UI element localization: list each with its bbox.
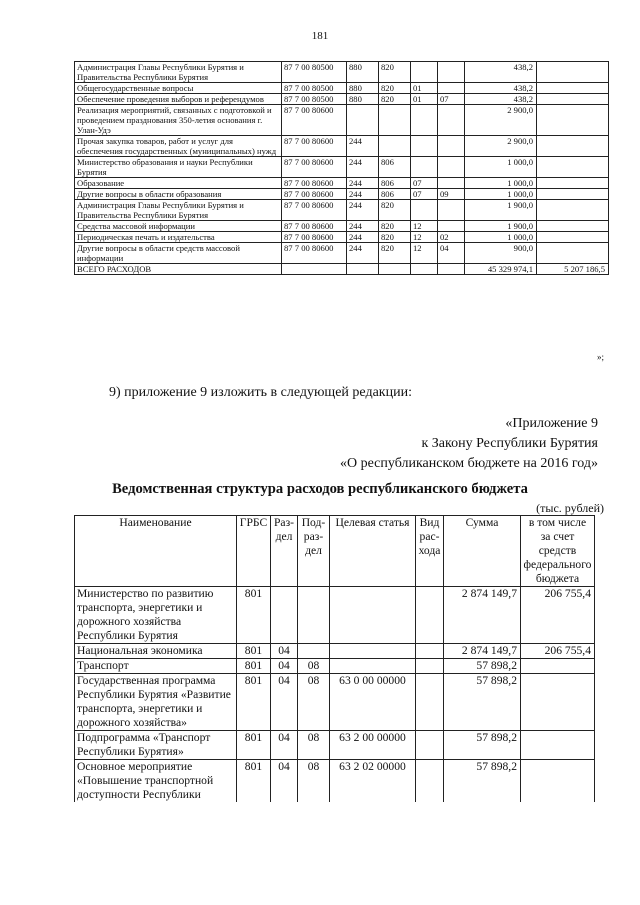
cell-grbs: 244 [347, 232, 379, 243]
cell-name: Министерство образования и науки Республики Бурятия [75, 157, 282, 178]
cell-sum: 57 898,2 [444, 731, 521, 760]
cell-vid [416, 659, 444, 674]
cell-fed [521, 674, 595, 731]
cell-razdel: 07 [411, 189, 438, 200]
cell-vid: 806 [379, 189, 411, 200]
cell-grbs: 801 [237, 731, 271, 760]
cell-name: Реализация мероприятий, связанных с подготовкой и проведением празднования 350-летия основания г. Улан-Удэ [75, 105, 282, 136]
cell-name: Транспорт [75, 659, 237, 674]
cell-razdel: 04 [271, 731, 298, 760]
departmental-structure-table [74, 515, 595, 802]
cell-razdel [411, 157, 438, 178]
cell-fed [521, 659, 595, 674]
cell-sum: 438,2 [465, 83, 537, 94]
cell-sum: 57 898,2 [444, 674, 521, 731]
cell-fed [537, 232, 609, 243]
cell-target: 63 0 00 00000 [330, 674, 416, 731]
table-row [75, 232, 609, 243]
table-row [75, 83, 609, 94]
table-row [75, 243, 609, 264]
cell-sum: 900,0 [465, 243, 537, 264]
cell-podrazdel: 04 [438, 243, 465, 264]
cell-name: Основное мероприятие «Повышение транспортной доступности Республики [75, 760, 237, 803]
cell-vid [416, 731, 444, 760]
cell-target: 87 7 00 80500 [282, 62, 347, 83]
cell-name: Другие вопросы в области образования [75, 189, 282, 200]
cell-sum: 1 000,0 [465, 157, 537, 178]
cell-podrazdel [298, 644, 330, 659]
cell-podrazdel: 09 [438, 189, 465, 200]
cell-target [282, 264, 347, 275]
cell-sum: 2 900,0 [465, 105, 537, 136]
amendment-instruction: 9) приложение 9 изложить в следующей редакции: [109, 385, 412, 400]
cell-vid: 806 [379, 178, 411, 189]
cell-vid: 820 [379, 243, 411, 264]
header-razdel: Раз-дел [271, 516, 298, 587]
cell-grbs: 244 [347, 243, 379, 264]
table-row [75, 62, 609, 83]
cell-vid [416, 674, 444, 731]
cell-name: Другие вопросы в области средств массовой информации [75, 243, 282, 264]
cell-target: 87 7 00 80600 [282, 157, 347, 178]
cell-podrazdel [438, 200, 465, 221]
cell-grbs: 244 [347, 178, 379, 189]
units-label: (тыс. рублей) [536, 501, 604, 515]
cell-fed [521, 731, 595, 760]
cell-target: 87 7 00 80600 [282, 200, 347, 221]
cell-vid [379, 105, 411, 136]
cell-razdel: 12 [411, 232, 438, 243]
cell-vid: 820 [379, 94, 411, 105]
cell-name: Министерство по развитию транспорта, энергетики и дорожного хозяйства Республики Бурятия [75, 587, 237, 644]
page-number: 181 [311, 30, 329, 42]
cell-sum: 45 329 974,1 [465, 264, 537, 275]
cell-target [330, 659, 416, 674]
cell-razdel: 12 [411, 243, 438, 264]
cell-razdel: 12 [411, 221, 438, 232]
cell-fed: 206 755,4 [521, 587, 595, 644]
cell-vid: 820 [379, 221, 411, 232]
cell-vid: 820 [379, 232, 411, 243]
cell-target: 87 7 00 80500 [282, 83, 347, 94]
table-row [75, 200, 609, 221]
cell-name: Прочая закупка товаров, работ и услуг для обеспечения государственных (муниципальных) нужд [75, 136, 282, 157]
cell-sum: 2 874 149,7 [444, 587, 521, 644]
cell-fed [537, 62, 609, 83]
header-fed: в том числе за счет средств федерального бюджета [521, 516, 595, 587]
cell-razdel [271, 587, 298, 644]
cell-vid [379, 136, 411, 157]
cell-target [330, 587, 416, 644]
cell-target [330, 644, 416, 659]
cell-grbs: 244 [347, 189, 379, 200]
cell-razdel: 04 [271, 674, 298, 731]
cell-fed [537, 243, 609, 264]
cell-podrazdel [438, 136, 465, 157]
cell-name: Государственная программа Республики Бурятия «Развитие транспорта, энергетики и дорожного хозяйства» [75, 674, 237, 731]
appendix-law-title: «О республиканском бюджете на 2016 год» [340, 456, 598, 471]
cell-name: Подпрограмма «Транспорт Республики Бурятия» [75, 731, 237, 760]
cell-target: 87 7 00 80500 [282, 94, 347, 105]
cell-target: 63 2 00 00000 [330, 731, 416, 760]
cell-razdel: 01 [411, 94, 438, 105]
table-row [75, 674, 595, 731]
cell-podrazdel [438, 62, 465, 83]
cell-fed [537, 136, 609, 157]
table-row [75, 644, 595, 659]
cell-fed [537, 94, 609, 105]
cell-name: Периодическая печать и издательства [75, 232, 282, 243]
cell-target: 87 7 00 80600 [282, 232, 347, 243]
cell-grbs: 801 [237, 674, 271, 731]
table-row [75, 94, 609, 105]
document-title: Ведомственная структура расходов республиканского бюджета [112, 481, 528, 497]
cell-fed [537, 221, 609, 232]
cell-sum: 438,2 [465, 94, 537, 105]
cell-vid: 820 [379, 62, 411, 83]
cell-name: ВСЕГО РАСХОДОВ [75, 264, 282, 275]
expenses-table-continued [74, 61, 609, 275]
cell-target: 87 7 00 80600 [282, 243, 347, 264]
table-header-row [75, 516, 595, 587]
cell-fed [537, 178, 609, 189]
header-vid: Вид рас-хода [416, 516, 444, 587]
cell-grbs: 801 [237, 587, 271, 644]
cell-name: Средства массовой информации [75, 221, 282, 232]
cell-podrazdel: 08 [298, 659, 330, 674]
cell-sum: 57 898,2 [444, 760, 521, 803]
cell-grbs [347, 105, 379, 136]
header-podrazdel: Под-раз-дел [298, 516, 330, 587]
cell-grbs: 801 [237, 644, 271, 659]
cell-fed [537, 189, 609, 200]
cell-sum: 2 874 149,7 [444, 644, 521, 659]
cell-grbs: 880 [347, 94, 379, 105]
cell-grbs: 801 [237, 659, 271, 674]
cell-target: 87 7 00 80600 [282, 178, 347, 189]
cell-fed [537, 157, 609, 178]
cell-podrazdel: 02 [438, 232, 465, 243]
cell-podrazdel [438, 221, 465, 232]
table-row [75, 587, 595, 644]
cell-name: Администрация Главы Республики Бурятия и Правительства Республики Бурятия [75, 200, 282, 221]
cell-razdel [411, 105, 438, 136]
cell-grbs: 880 [347, 83, 379, 94]
cell-vid: 806 [379, 157, 411, 178]
cell-fed [537, 200, 609, 221]
cell-podrazdel [438, 157, 465, 178]
cell-sum: 1 000,0 [465, 178, 537, 189]
cell-razdel: 07 [411, 178, 438, 189]
cell-vid [416, 760, 444, 803]
cell-sum: 1 900,0 [465, 221, 537, 232]
cell-vid [416, 587, 444, 644]
table-row [75, 221, 609, 232]
table-row [75, 731, 595, 760]
cell-razdel: 01 [411, 83, 438, 94]
cell-grbs: 801 [237, 760, 271, 803]
cell-razdel: 04 [271, 760, 298, 803]
cell-razdel [411, 136, 438, 157]
cell-name: Администрация Главы Республики Бурятия и Правительства Республики Бурятия [75, 62, 282, 83]
header-grbs: ГРБС [237, 516, 271, 587]
cell-target: 63 2 02 00000 [330, 760, 416, 803]
table-row [75, 178, 609, 189]
cell-razdel [411, 62, 438, 83]
cell-grbs [347, 264, 379, 275]
cell-grbs: 244 [347, 136, 379, 157]
cell-fed [537, 105, 609, 136]
cell-vid [416, 644, 444, 659]
cell-podrazdel: 07 [438, 94, 465, 105]
cell-sum: 1 000,0 [465, 189, 537, 200]
cell-grbs: 244 [347, 221, 379, 232]
appendix-heading: «Приложение 9 [505, 416, 598, 431]
cell-fed: 206 755,4 [521, 644, 595, 659]
appendix-law: к Закону Республики Бурятия [421, 436, 598, 451]
cell-target: 87 7 00 80600 [282, 136, 347, 157]
table-row [75, 136, 609, 157]
cell-fed: 5 207 186,5 [537, 264, 609, 275]
cell-target: 87 7 00 80600 [282, 189, 347, 200]
cell-sum: 2 900,0 [465, 136, 537, 157]
cell-podrazdel [438, 178, 465, 189]
cell-podrazdel [438, 264, 465, 275]
cell-name: Национальная экономика [75, 644, 237, 659]
table-row [75, 760, 595, 803]
table-row [75, 189, 609, 200]
cell-podrazdel: 08 [298, 674, 330, 731]
cell-grbs: 244 [347, 200, 379, 221]
cell-sum: 57 898,2 [444, 659, 521, 674]
table-row [75, 659, 595, 674]
cell-target: 87 7 00 80600 [282, 221, 347, 232]
cell-grbs: 880 [347, 62, 379, 83]
cell-podrazdel: 08 [298, 760, 330, 803]
header-sum: Сумма [444, 516, 521, 587]
cell-sum: 438,2 [465, 62, 537, 83]
cell-podrazdel [298, 587, 330, 644]
cell-fed [537, 83, 609, 94]
cell-sum: 1 900,0 [465, 200, 537, 221]
cell-razdel [411, 264, 438, 275]
header-target: Целевая статья [330, 516, 416, 587]
cell-name: Общегосударственные вопросы [75, 83, 282, 94]
cell-vid: 820 [379, 83, 411, 94]
cell-sum: 1 000,0 [465, 232, 537, 243]
cell-name: Образование [75, 178, 282, 189]
cell-razdel: 04 [271, 644, 298, 659]
cell-target: 87 7 00 80600 [282, 105, 347, 136]
table-row [75, 105, 609, 136]
cell-vid: 820 [379, 200, 411, 221]
header-name: Наименование [75, 516, 237, 587]
table-row [75, 157, 609, 178]
cell-vid [379, 264, 411, 275]
cell-podrazdel [438, 105, 465, 136]
cell-razdel: 04 [271, 659, 298, 674]
cell-fed [521, 760, 595, 803]
cell-podrazdel [438, 83, 465, 94]
quote-close-mark: »; [597, 352, 605, 362]
cell-name: Обеспечение проведения выборов и референдумов [75, 94, 282, 105]
table-row [75, 264, 609, 275]
cell-podrazdel: 08 [298, 731, 330, 760]
cell-grbs: 244 [347, 157, 379, 178]
cell-razdel [411, 200, 438, 221]
